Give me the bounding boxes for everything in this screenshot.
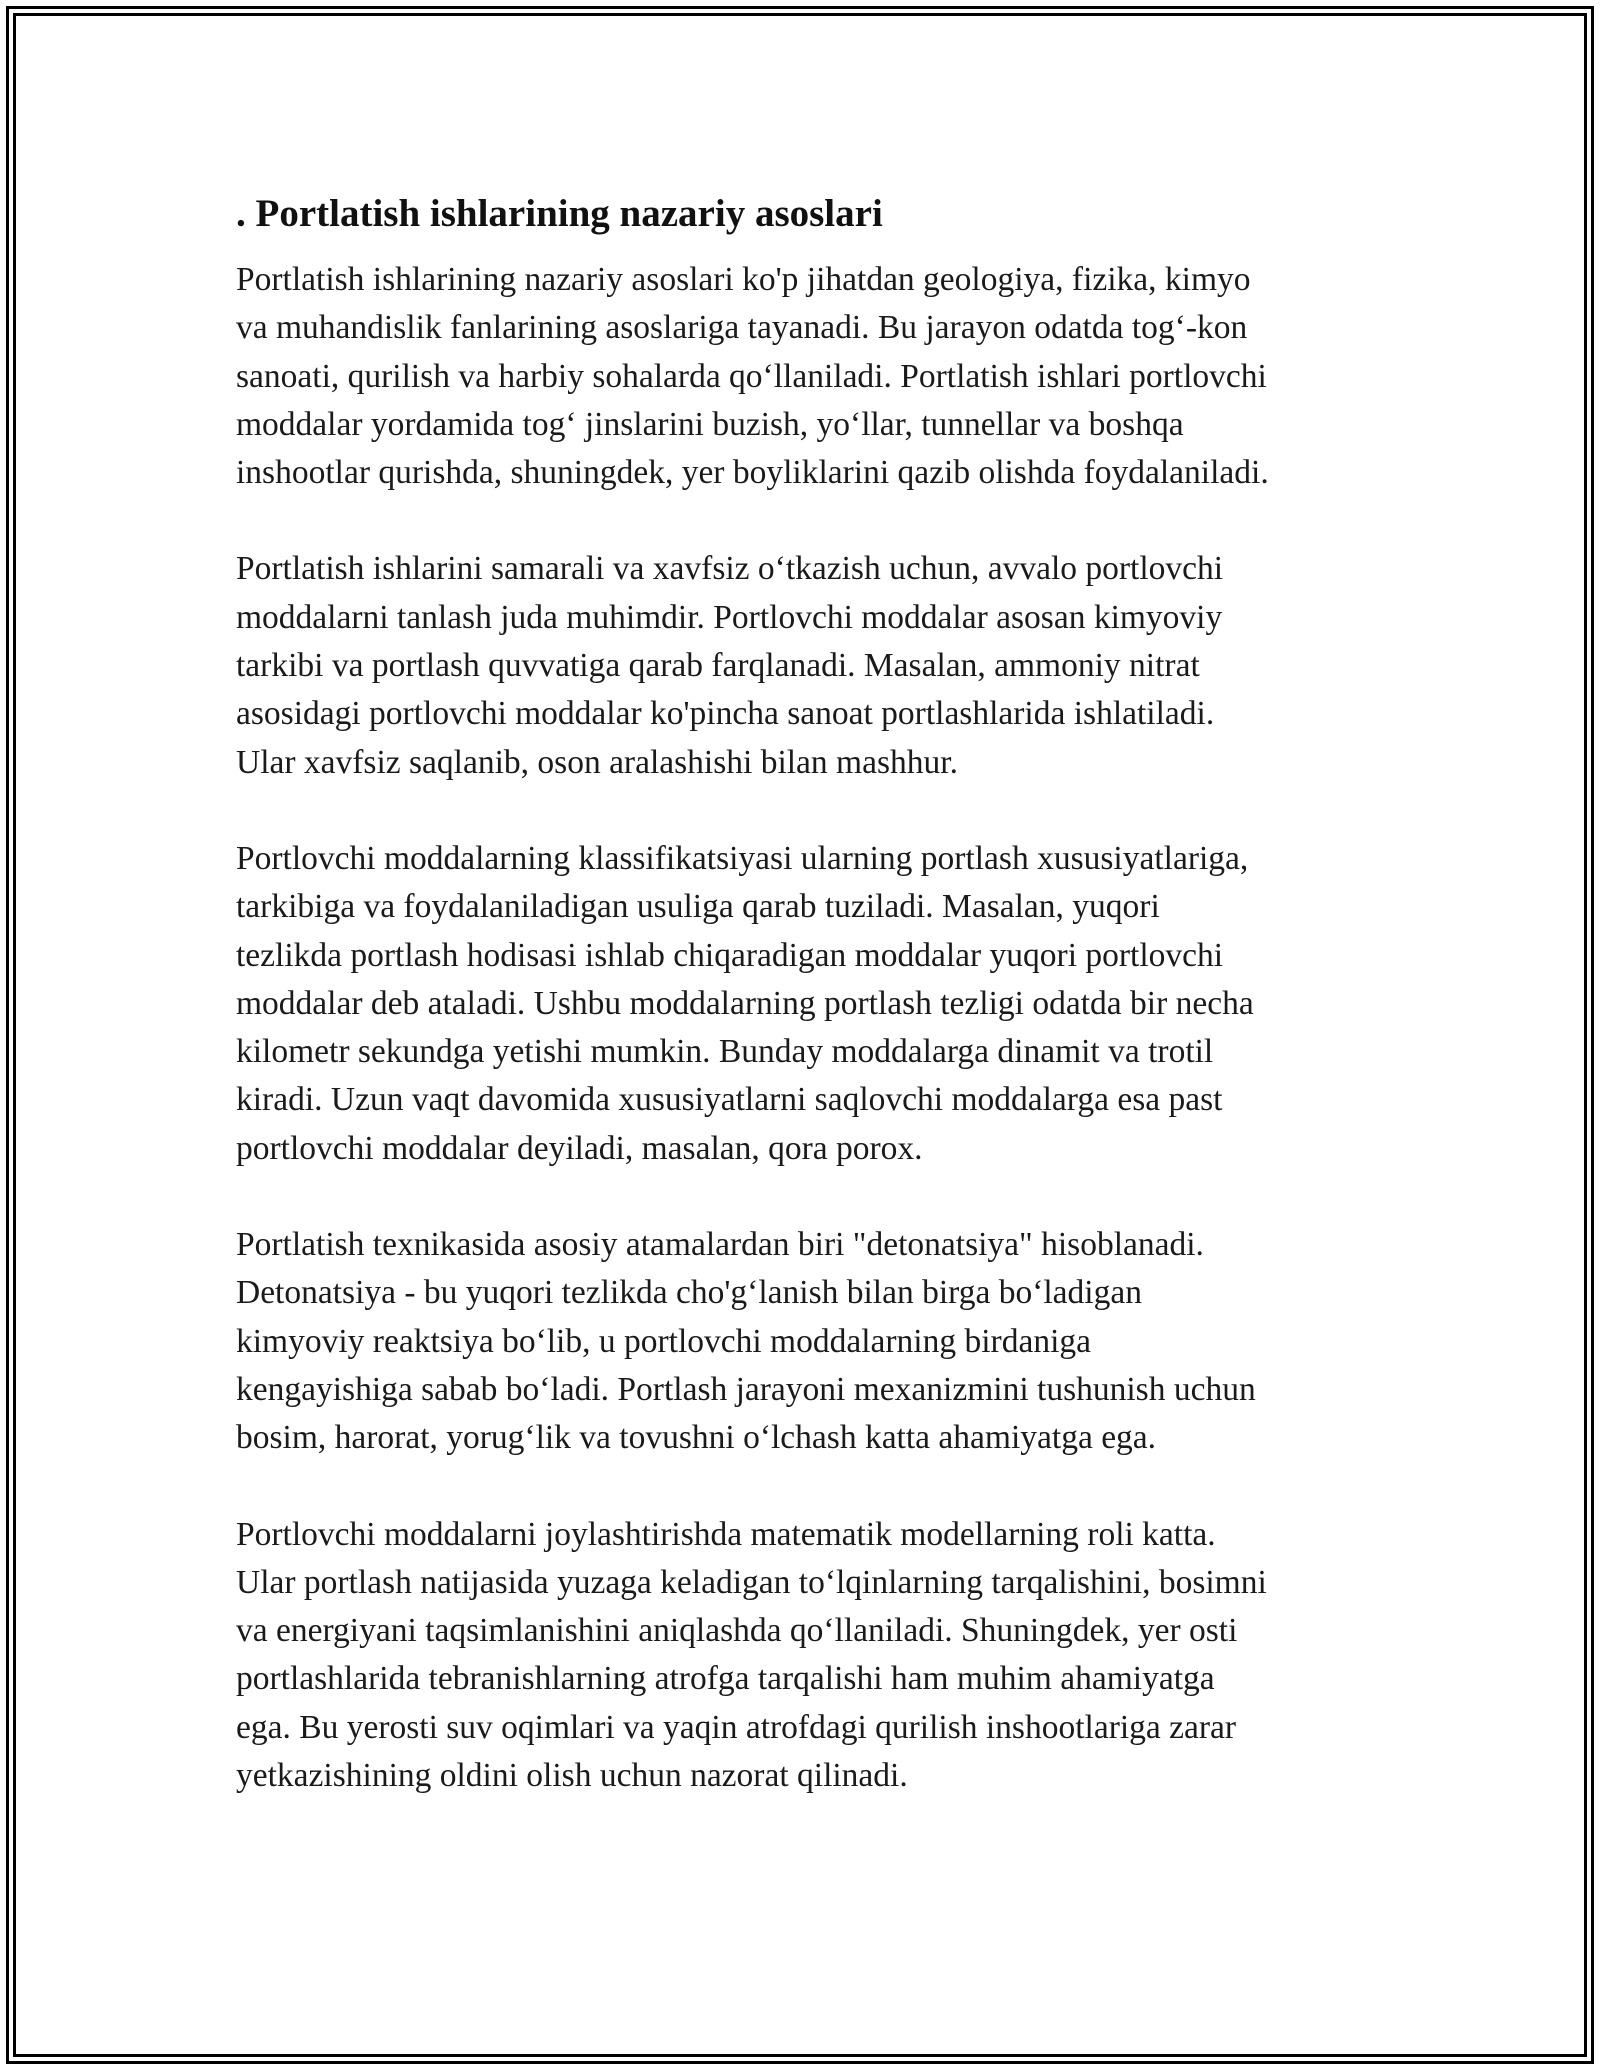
text-line: ega. Bu yerosti suv oqimlari va yaqin atrofdagi qurilish inshootlariga zarar — [236, 1708, 1237, 1746]
text-line: moddalarni tanlash juda muhimdir. Portlovchi moddalar asosan kimyoviy — [236, 598, 1223, 636]
text-line: sanoati, qurilish va harbiy sohalarda qo‘llaniladi. Portlatish ishlari portlovchi — [236, 357, 1267, 395]
text-line: moddalar yordamida tog‘ jinslarini buzish, yo‘llar, tunnellar va boshqa — [236, 405, 1184, 443]
paragraph-1 — [236, 256, 1376, 497]
document-title: . Portlatish ishlarining nazariy asoslari — [236, 192, 883, 235]
text-line: Portlovchi moddalarni joylashtirishda matematik modellarning roli katta. — [236, 1515, 1216, 1553]
text-line: Portlovchi moddalarning klassifikatsiyasi ularning portlash xususiyatlariga, — [236, 839, 1249, 877]
paragraph-5 — [236, 1511, 1376, 1801]
text-line: kiradi. Uzun vaqt davomida xususiyatlarni saqlovchi moddalarga esa past — [236, 1081, 1223, 1119]
text-line: yetkazishining oldini olish uchun nazorat qilinadi. — [236, 1757, 908, 1795]
text-line: Portlatish ishlarining nazariy asoslari ko'p jihatdan geologiya, fizika, kimyo — [236, 261, 1251, 298]
text-line: Portlatish ishlarini samarali va xavfsiz o‘tkazish uchun, avvalo portlovchi — [236, 550, 1224, 588]
text-line: tarkibiga va foydalaniladigan usuliga qarab tuziladi. Masalan, yuqori — [236, 888, 1160, 926]
text-line: tezlikda portlash hodisasi ishlab chiqaradigan moddalar yuqori portlovchi — [236, 936, 1224, 974]
text-line: va energiyani taqsimlanishini aniqlashda qo‘llaniladi. Shuningdek, yer osti — [236, 1612, 1238, 1650]
text-line: Ular xavfsiz saqlanib, oson aralashishi bilan mashhur. — [236, 743, 958, 781]
text-line: kimyoviy reaktsiya bo‘lib, u portlovchi moddalarning birdaniga — [236, 1322, 1092, 1360]
text-line: kilometr sekundga yetishi mumkin. Bunday moddalarga dinamit va trotil — [236, 1033, 1214, 1071]
document-body — [236, 186, 1376, 1848]
text-line: Ular portlash natijasida yuzaga keladigan to‘lqinlarning tarqalishini, bosimni — [236, 1563, 1267, 1601]
paragraph-2 — [236, 545, 1376, 786]
text-line: Portlatish texnikasida asosiy atamalardan biri "detonatsiya" hisoblanadi. — [236, 1226, 1204, 1264]
text-line: asosidagi portlovchi moddalar ko'pincha sanoat portlashlarida ishlatiladi. — [236, 695, 1215, 733]
text-line: tarkibi va portlash quvvatiga qarab farqlanadi. Masalan, ammoniy nitrat — [236, 647, 1200, 685]
text-line: moddalar deb ataladi. Ushbu moddalarning portlash tezligi odatda bir necha — [236, 984, 1254, 1022]
text-line: Detonatsiya - bu yuqori tezlikda cho'g‘lanish bilan birga bo‘ladigan — [236, 1274, 1142, 1312]
text-line: kengayishiga sabab bo‘ladi. Portlash jarayoni mexanizmini tushunish uchun — [236, 1370, 1256, 1408]
text-line: inshootlar qurishda, shuningdek, yer boyliklarini qazib olishda foydalaniladi. — [236, 454, 1269, 492]
paragraph-3 — [236, 835, 1376, 1173]
text-line: portlashlarida tebranishlarning atrofga tarqalishi ham muhim ahamiyatga — [236, 1660, 1215, 1698]
text-line: va muhandislik fanlarining asoslariga tayanadi. Bu jarayon odatda tog‘-kon — [236, 309, 1248, 347]
text-line: bosim, harorat, yorug‘lik va tovushni o‘lchash katta ahamiyatga ega. — [236, 1419, 1157, 1457]
text-line: portlovchi moddalar deyiladi, masalan, qora porox. — [236, 1129, 923, 1167]
paragraph-4 — [236, 1221, 1376, 1462]
